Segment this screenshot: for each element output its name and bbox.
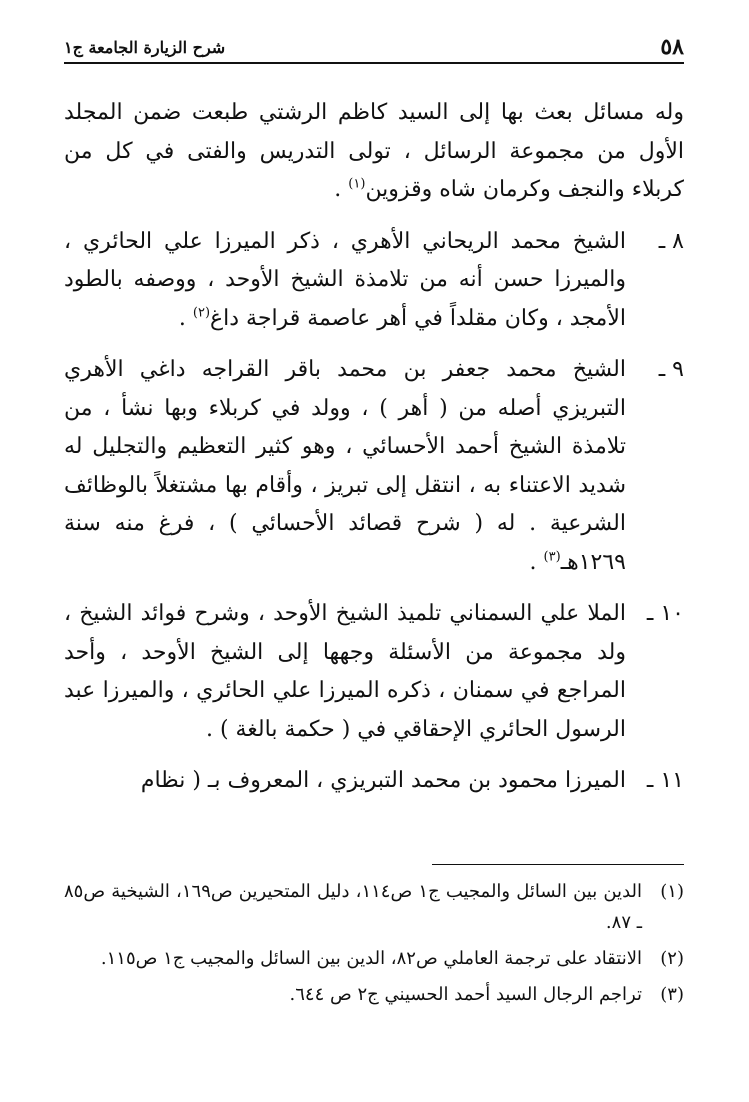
footnotes bbox=[64, 876, 684, 1015]
item-body: الملا علي السمناني تلميذ الشيخ الأوحد ، وشرح فوائد الشيخ ، ولد مجموعة من الأسئلة وجهها إلى الشيخ الأوحد ، وأحد المراجع في سمنان ، ذكره الميرزا علي الحائري ، والميرزا عبد الرسول الحائري الإحقاقي في ( حكمة بالغة ) . bbox=[64, 601, 626, 742]
list-item-8 bbox=[64, 223, 684, 339]
footnote-3 bbox=[64, 979, 684, 1010]
footnote-ref: (٣) bbox=[543, 549, 561, 565]
list-item-9 bbox=[64, 351, 684, 582]
item-text bbox=[64, 595, 626, 749]
item-body: الشيخ محمد جعفر بن محمد باقر القراجه داغي الأهري التبريزي أصله من ( أهر ) ، وولد في كربلاء وبها نشأ ، من تلامذة الشيخ أحمد الأحسائي ، وهو كثير التعظيم والتجليل له شديد الاعتناء به ، انتقل إلى تبريز ، وأقام بها مشتغلاً بالوظائف الشرعية . له ( شرح قصائد الأحسائي ) ، فرغ منه سنة ١٢٦٩هـ bbox=[64, 357, 626, 575]
item-body: الميرزا محمود بن محمد التبريزي ، المعروف بـ ( نظام bbox=[140, 768, 626, 793]
item-number: ١٠ ـ bbox=[646, 601, 684, 626]
footnote-ref: (١) bbox=[348, 176, 366, 192]
intro-paragraph bbox=[64, 94, 684, 210]
item-number: ١١ ـ bbox=[646, 768, 684, 793]
item-text bbox=[64, 351, 626, 582]
footnote-number: (١) bbox=[660, 881, 684, 902]
item-end: . bbox=[529, 549, 544, 575]
intro-text: وله مسائل بعث بها إلى السيد كاظم الرشتي طبعت ضمن المجلد الأول من مجموعة الرسائل ، تولى التدريس والفتى في كل من كربلاء والنجف وكرمان شاه وقزوين bbox=[64, 100, 684, 202]
list-item-11 bbox=[64, 762, 684, 801]
item-end: . bbox=[178, 305, 193, 331]
item-text bbox=[64, 762, 626, 801]
running-title: شرح الزيارة الجامعة ج١ bbox=[64, 38, 226, 57]
footnote-2 bbox=[64, 943, 684, 974]
list-item-10 bbox=[64, 595, 684, 749]
item-body: الشيخ محمد الريحاني الأهري ، ذكر الميرزا علي الحائري ، والميرزا حسن أنه من تلامذة الشيخ الأوحد ، ووصفه بالطود الأمجد ، وكان مقلداً في أهر عاصمة قراجة داغ bbox=[64, 228, 627, 331]
footnote-1 bbox=[64, 876, 684, 938]
footnote-text: الانتقاد على ترجمة العاملي ص٨٢، الدين بين السائل والمجيب ج١ ص١١٥. bbox=[100, 948, 642, 969]
intro-end: . bbox=[334, 177, 349, 202]
footnote-number: (٣) bbox=[660, 984, 684, 1005]
footnote-number: (٢) bbox=[660, 948, 684, 969]
item-text bbox=[64, 223, 626, 339]
main-text bbox=[64, 94, 684, 814]
page-number: ٥٨ bbox=[660, 34, 684, 60]
item-number: ٨ ـ bbox=[658, 228, 684, 254]
footnote-divider bbox=[432, 864, 684, 865]
page-header bbox=[64, 34, 684, 64]
footnote-ref: (٢) bbox=[192, 305, 211, 321]
footnote-text: الدين بين السائل والمجيب ج١ ص١١٤، دليل المتحيرين ص١٦٩، الشيخية ص٨٥ ـ ٨٧. bbox=[64, 881, 642, 933]
footnote-text: تراجم الرجال السيد أحمد الحسيني ج٢ ص ٦٤٤. bbox=[289, 984, 642, 1005]
item-number: ٩ ـ bbox=[658, 357, 684, 382]
